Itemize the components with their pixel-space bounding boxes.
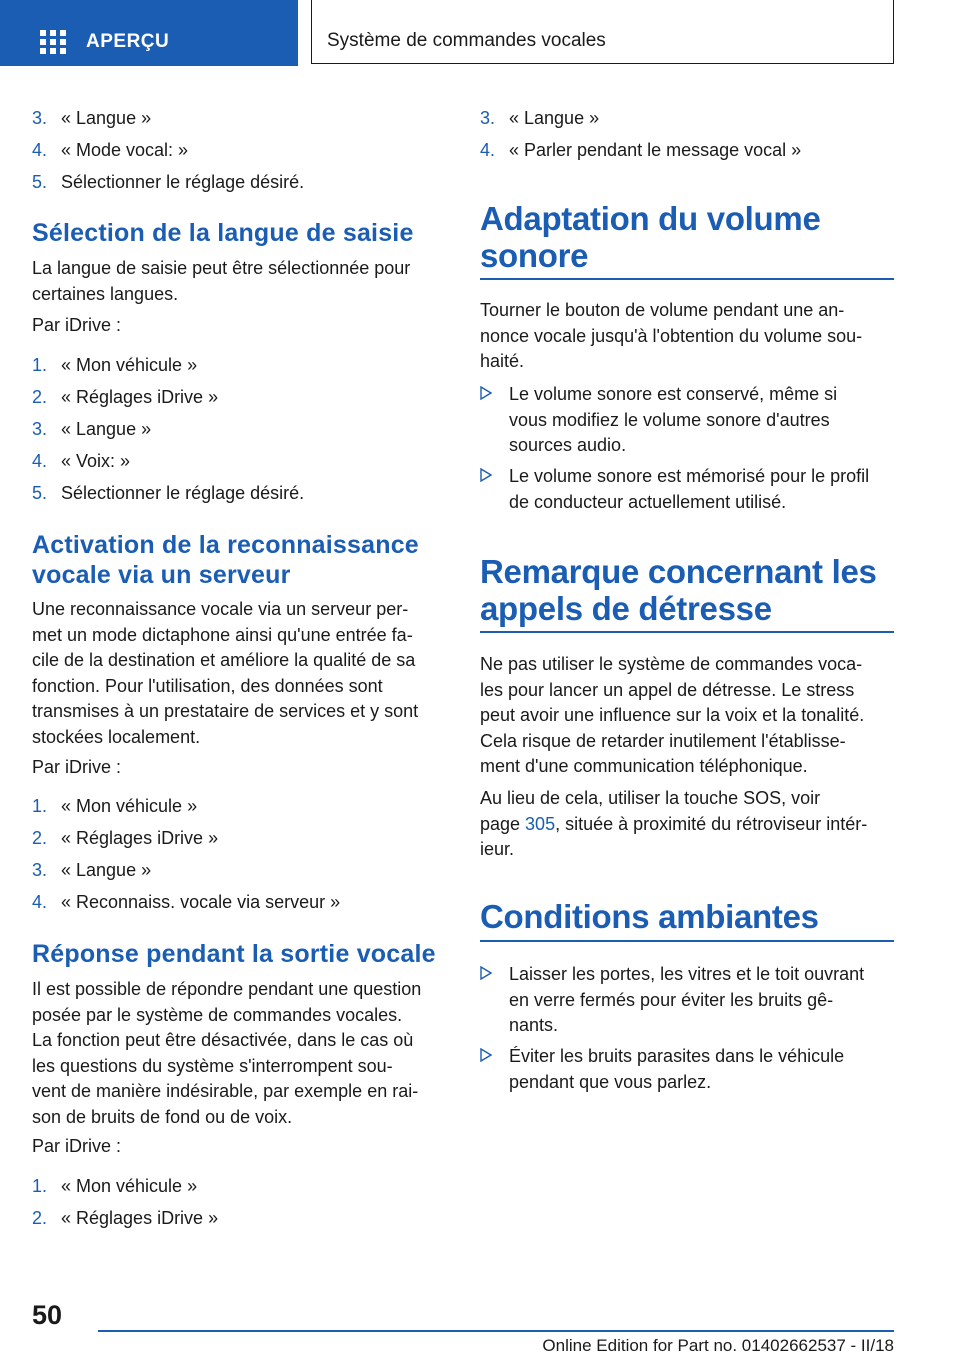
heading-rule bbox=[480, 278, 894, 280]
section-heading: Adaptation du volume sonore bbox=[480, 200, 821, 274]
idrive-label: Par iDrive : bbox=[32, 315, 122, 335]
heading-rule bbox=[480, 631, 894, 633]
paragraph: Au lieu de cela, utiliser la touche SOS, voir page 305, située à proximité du rétroviseur intér‐ ieur. bbox=[480, 788, 868, 859]
paragraph: Ne pas utiliser le système de commandes voca‐ les pour lancer un appel de détresse. Le stress peut avoir une influence sur la voix et la tonalité. Cela risque de retarder inutilement l'établisse‐ ment d'une communication téléphonique. bbox=[480, 654, 865, 776]
section-heading: Sélection de la langue de saisie bbox=[32, 219, 414, 247]
triangle-bullet-icon bbox=[480, 966, 492, 980]
chapter-title: Système de commandes vocales bbox=[327, 30, 606, 51]
idrive-label: Par iDrive : bbox=[32, 757, 122, 777]
overview-tab[interactable] bbox=[0, 0, 298, 66]
overview-tab-label: APERÇU bbox=[86, 31, 170, 52]
grid-icon bbox=[40, 30, 66, 54]
triangle-bullet-icon bbox=[480, 1048, 492, 1062]
paragraph: La langue de saisie peut être sélectionnée pour certaines langues. bbox=[32, 258, 411, 304]
chapter-header bbox=[311, 0, 894, 64]
footer-rule bbox=[98, 1330, 894, 1332]
page-number: 50 bbox=[32, 1300, 63, 1330]
section-heading: Remarque concernant les appels de détresse bbox=[480, 553, 877, 627]
paragraph: Une reconnaissance vocale via un serveur per‐ met un mode dictaphone ainsi qu'une entrée fa‐ cile de la destination et améliore la qualité de sa fonction. Pour l'utilisation, des données sont transmises à un prestataire de services et y sont stockées localement. bbox=[32, 599, 419, 747]
paragraph: Il est possible de répondre pendant une question posée par le système de commandes vocales. La fonction peut être désactivée, dans le cas où les questions du système s'interrompent sou‐ vent de manière indésirable, par exemple en rai‐ son de bruits de fond ou de voix. bbox=[32, 979, 422, 1127]
page-link[interactable]: 305 bbox=[525, 813, 556, 834]
triangle-bullet-icon bbox=[480, 386, 492, 400]
triangle-bullet-icon bbox=[480, 468, 492, 482]
section-heading: Conditions ambiantes bbox=[480, 898, 819, 935]
heading-rule bbox=[480, 940, 894, 942]
paragraph: Tourner le bouton de volume pendant une an‐ nonce vocale jusqu'à l'obtention du volume sou‐ haité. bbox=[480, 300, 863, 371]
idrive-label: Par iDrive : bbox=[32, 1136, 122, 1156]
edition-text: Online Edition for Part no. 01402662537 - II/18 bbox=[542, 1336, 894, 1355]
section-heading: Réponse pendant la sortie vocale bbox=[32, 940, 436, 968]
section-heading: Activation de la reconnaissance vocale via un serveur bbox=[32, 531, 419, 589]
